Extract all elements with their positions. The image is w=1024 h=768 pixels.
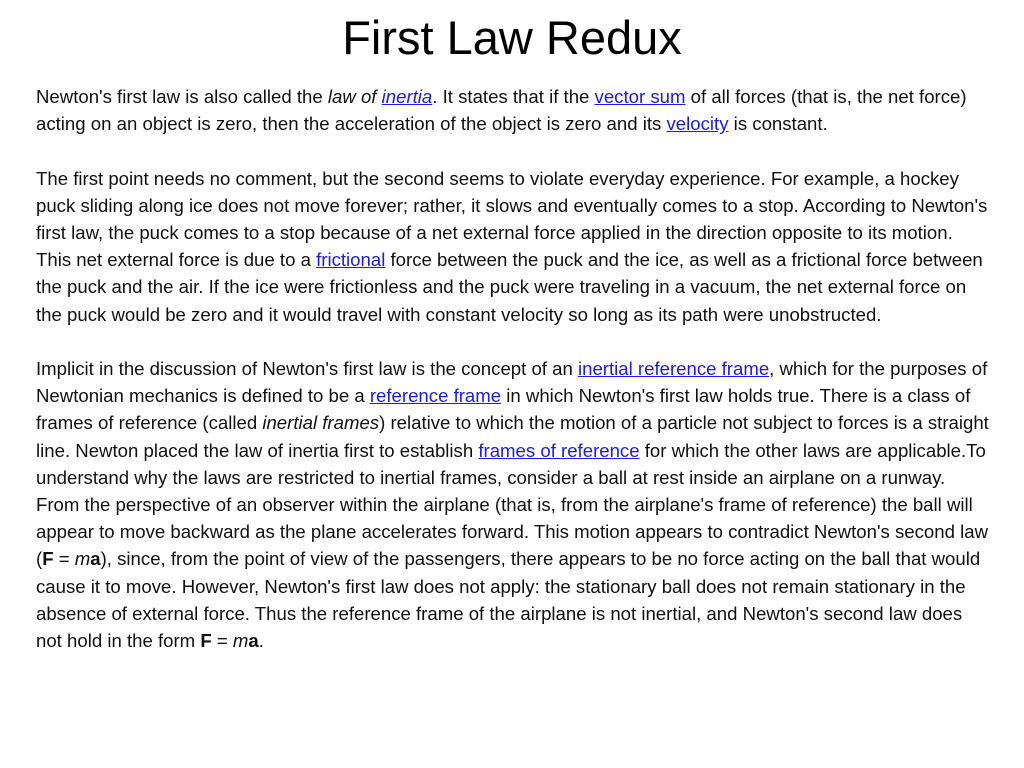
text: for which the other laws are applicable.To understand why the laws are restricted to inertial frames, consider a ball at rest inside an airplane on a runway. From the perspective of an observer within the airplane (that is, from the airplane's frame of reference) the ball will appear to move backward as the plane accelerates forward. This motion appears to contradict Newton's second law ( — [36, 439, 988, 570]
link-frames-of-reference[interactable]: frames of reference — [478, 439, 640, 461]
link-vector-sum[interactable]: vector sum — [594, 86, 686, 107]
formula-mass: m — [232, 630, 249, 652]
paragraph-2 — [36, 165, 992, 328]
text: . — [258, 630, 264, 652]
italic-text: inertial frames — [262, 412, 380, 434]
text: , which for the purposes of Newtonian mechanics is defined to be a — [36, 358, 988, 407]
link-velocity[interactable]: velocity — [666, 113, 729, 135]
text: The first point needs no comment, but the second seems to violate everyday experience. For example, a hockey puck sliding along ice does not move forever; rather, it slows and eventually comes to a stop. According to Newton's first law, the puck comes to a stop because of a net external force applied in the direction opposite to its motion. This net external force is due to a — [36, 167, 988, 271]
link-reference-frame[interactable]: reference frame — [369, 385, 502, 407]
text: . It states that if the — [432, 86, 595, 107]
slide-title: First Law Redux — [342, 11, 682, 64]
formula-mass: m — [74, 548, 91, 570]
text: Implicit in the discussion of Newton's first law is the concept of an — [36, 358, 578, 379]
formula-acceleration: a — [248, 630, 259, 652]
text: in which Newton's first law holds true. There is a class of frames of reference (called — [36, 385, 971, 434]
text: ) relative to which the motion of a particle not subject to forces is a straight line. Newton placed the law of inertia first to establish — [36, 412, 989, 461]
text: force between the puck and the ice, as well as a frictional force between the puck and the air. If the ice were frictionless and the puck were traveling in a vacuum, the net external force on the puck would be zero and it would travel with constant velocity so long as its path were unobstructed. — [36, 249, 983, 325]
italic-text: law of — [327, 86, 377, 107]
paragraph-3 — [36, 355, 992, 654]
text: ), since, from the point of view of the passengers, there appears to be no force acting on the ball that would cause it to move. However, Newton's first law does not apply: the stationary ball does not remain stationary in the absence of external force. Thus the reference frame of the airplane is not inertial, and Newton's second law does not hold in the form — [36, 548, 981, 652]
paragraph-1 — [36, 83, 992, 137]
formula-force: F — [200, 630, 212, 652]
slide-body — [36, 83, 992, 681]
link-inertial-reference-frame[interactable]: inertial reference frame — [577, 358, 770, 379]
text: Newton's first law is also called the — [36, 86, 328, 107]
link-frictional[interactable]: frictional — [316, 249, 386, 271]
formula-equals: = — [211, 630, 233, 652]
formula-equals: = — [53, 548, 75, 570]
link-inertia[interactable]: inertia — [381, 86, 433, 107]
text: is constant. — [728, 113, 828, 135]
text: of all forces (that is, the net force) acting on an object is zero, then the acceleration of the object is zero and its — [36, 86, 967, 135]
formula-acceleration: a — [90, 548, 101, 570]
formula-force: F — [42, 548, 54, 570]
